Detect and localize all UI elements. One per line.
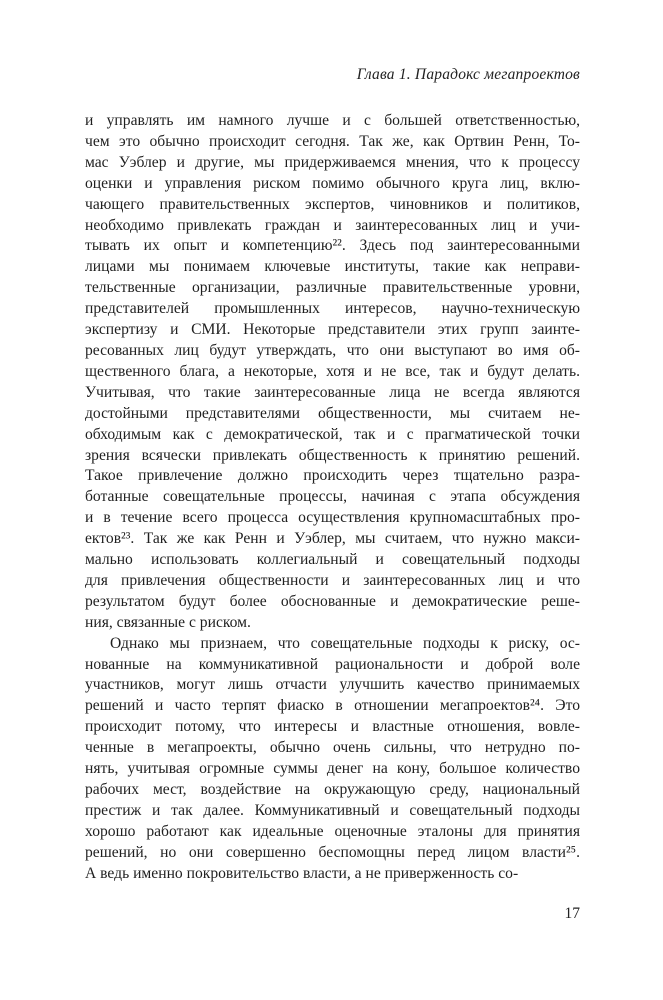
text-line: и управлять им намного лучше и с большей ответственностью, bbox=[85, 112, 580, 129]
text-line: происходит потому, что интересы и властные отношения, вовле- bbox=[85, 718, 580, 736]
text-line: результатом будут более обоснованные и демократические реше- bbox=[85, 592, 580, 610]
running-header: Глава 1. Парадокс мегапроектов bbox=[356, 66, 580, 83]
text-line: для привлечения общественности и заинтересованных лиц и что bbox=[85, 571, 580, 589]
text-line: А ведь именно покровительство власти, а не приверженность со- bbox=[85, 864, 519, 882]
text-line: участников, могут лишь отчасти улучшить качество принимаемых bbox=[85, 676, 580, 694]
text-line: мас Уэблер и другие, мы придерживаемся мнения, что к процессу bbox=[85, 153, 580, 171]
text-line: ектов²³. Так же как Ренн и Уэблер, мы считаем, что нужно макси- bbox=[85, 530, 580, 548]
body-text bbox=[85, 111, 580, 885]
text-line: достойными представителями общественности, мы считаем не- bbox=[85, 404, 580, 422]
text-line: нять, учитывая огромные суммы денег на кону, большое количество bbox=[85, 760, 580, 778]
text-line: престиж и так далее. Коммуникативный и совещательный подходы bbox=[85, 801, 580, 819]
text-line: Такое привлечение должно происходить через тщательно разра- bbox=[85, 467, 580, 485]
text-line: чающего правительственных экспертов, чиновников и политиков, bbox=[85, 195, 580, 213]
text-line: щественного блага, а некоторые, хотя и не все, так и будут делать. bbox=[85, 362, 580, 380]
text-line: ния, связанные с риском. bbox=[85, 613, 251, 631]
text-line: ченные в мегапроекты, обычно очень сильны, что нетрудно по- bbox=[85, 739, 580, 757]
text-line: хорошо работают как идеальные оценочные эталоны для принятия bbox=[85, 822, 580, 840]
text-line: рабочих мест, воздействие на окружающую среду, национальный bbox=[85, 781, 580, 798]
text-line: обходимым как с демократической, так и с прагматической точки bbox=[85, 425, 580, 443]
text-line: необходимо привлекать граждан и заинтересованных лиц и учи- bbox=[85, 216, 580, 234]
text-line: ресованных лиц будут утверждать, что они выступают во имя об- bbox=[85, 341, 580, 359]
text-line: и в течение всего процесса осуществления крупномасштабных про- bbox=[85, 509, 580, 527]
text-line: тывать их опыт и компетенцию²². Здесь под заинтересованными bbox=[85, 237, 580, 255]
text-line: оценки и управления риском помимо обычного круга лиц, вклю- bbox=[85, 174, 580, 192]
page-number: 17 bbox=[564, 905, 580, 922]
text-line: лицами мы понимаем ключевые институты, такие как неправи- bbox=[85, 258, 580, 276]
text-line: тельственные организации, различные правительственные уровни, bbox=[85, 279, 580, 297]
text-line: экспертизу и СМИ. Некоторые представители этих групп заинте- bbox=[85, 321, 580, 339]
text-line: Учитывая, что такие заинтересованные лица не всегда являются bbox=[85, 383, 580, 401]
text-line: зрения всячески привлекать общественность к принятию решений. bbox=[85, 446, 580, 464]
text-line: решений и часто терпят фиаско в отношении мегапроектов²⁴. Это bbox=[85, 697, 580, 715]
text-line: чем это обычно происходит сегодня. Так же, как Ортвин Ренн, То- bbox=[85, 132, 580, 150]
text-line: решений, но они совершенно беспомощны перед лицом власти²⁵. bbox=[85, 843, 580, 861]
text-line: представителей промышленных интересов, научно-техническую bbox=[85, 300, 580, 318]
text-line: нованные на коммуникативной рациональности и доброй воле bbox=[85, 655, 580, 673]
text-line: ботанные совещательные процессы, начиная с этапа обсуждения bbox=[85, 488, 580, 506]
text-line: мально использовать коллегиальный и совещательный подходы bbox=[85, 551, 580, 569]
text-line: Однако мы признаем, что совещательные подходы к риску, ос- bbox=[110, 634, 580, 652]
